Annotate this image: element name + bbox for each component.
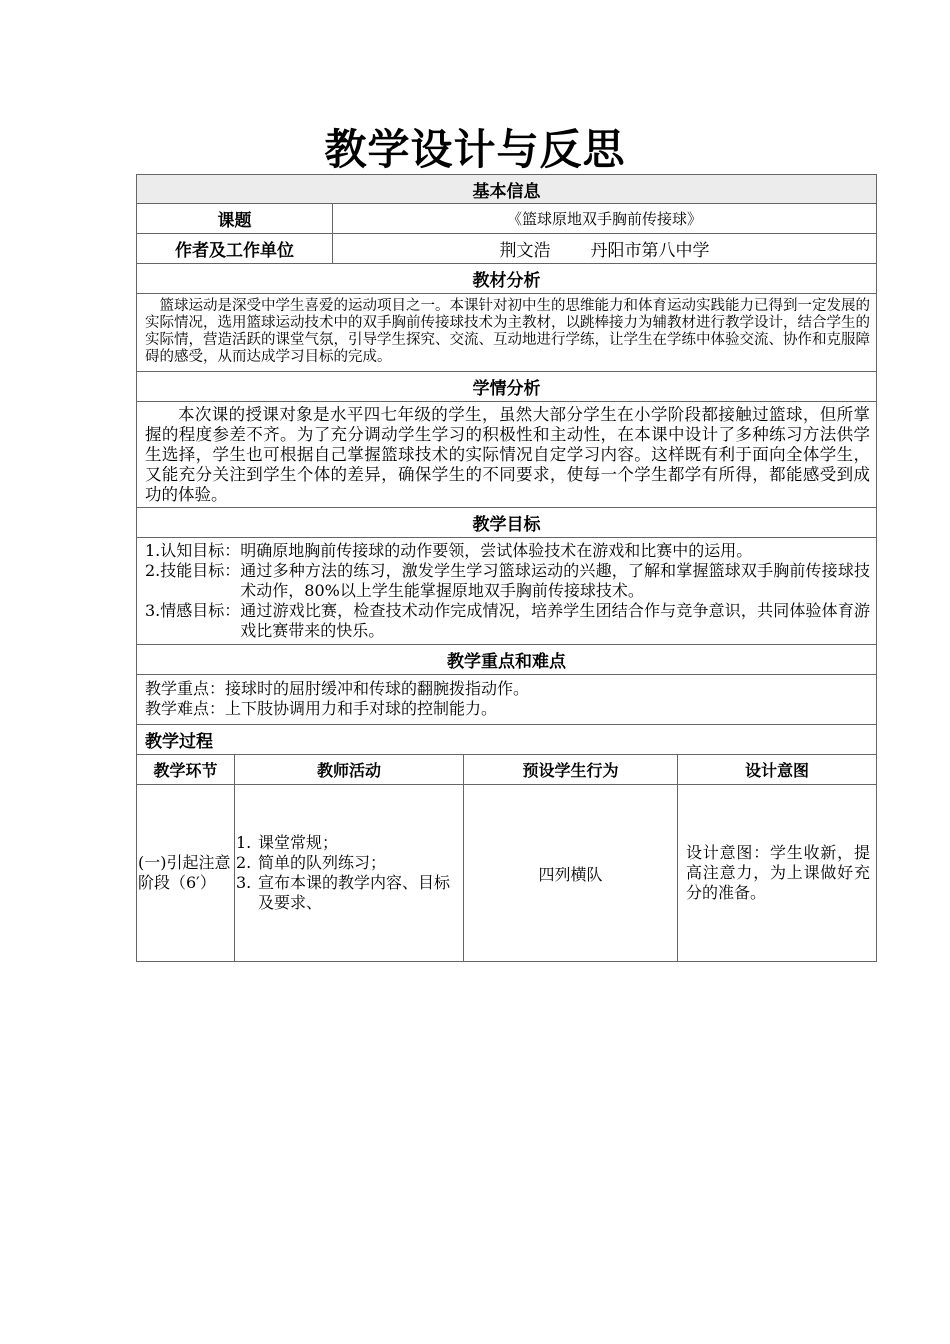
- author-row: [136, 234, 877, 264]
- author-name: 荆文浩: [499, 241, 551, 261]
- author-label: 作者及工作单位: [175, 241, 294, 261]
- objectives-body-row: [136, 538, 877, 645]
- keypoints-body-row: [136, 675, 877, 725]
- topic-value: 《篮球原地双手胸前传接球》: [332, 204, 876, 233]
- keypoints-header-row: [136, 645, 877, 675]
- student-header-row: [136, 372, 877, 402]
- objective-label: 3.情感目标：: [145, 601, 241, 620]
- basic-info-header-row: [136, 174, 877, 204]
- process-header-row: [136, 725, 877, 755]
- key-points-body: [137, 675, 876, 724]
- student-body-row: [136, 402, 877, 508]
- teacher-activity: [234, 785, 463, 961]
- student-analysis-heading: 学情分析: [472, 379, 541, 399]
- column-header-student: 预设学生行为: [463, 755, 677, 784]
- author-value: [332, 234, 876, 263]
- objectives-list: [137, 538, 876, 644]
- design-intent: 设计意图：学生收新，提高注意力，为上课做好充分的准备。: [677, 785, 876, 961]
- objective-item-cognitive: [145, 541, 870, 561]
- author-unit: 丹阳市第八中学: [590, 241, 710, 261]
- objective-text: 明确原地胸前传接球的动作要领，尝试体验技术在游戏和比赛中的运用。: [240, 541, 753, 560]
- objective-item-emotion: [145, 601, 870, 641]
- teacher-activity-list: [236, 833, 463, 913]
- list-item: 2. 简单的队列练习；: [236, 853, 387, 872]
- basic-info-heading: 基本信息: [137, 175, 876, 203]
- page-title: 教学设计与反思: [324, 125, 626, 174]
- topic-label: 课题: [217, 211, 252, 231]
- process-row: [136, 785, 877, 962]
- key-points-heading: 教学重点和难点: [447, 652, 566, 672]
- objectives-header-row: [136, 508, 877, 538]
- column-header-intent: 设计意图: [677, 755, 876, 784]
- material-analysis-heading: 教材分析: [472, 271, 541, 291]
- objective-label: 1.认知目标：: [145, 541, 241, 560]
- objective-label: 2.技能目标：: [145, 561, 241, 580]
- material-header-row: [136, 264, 877, 294]
- objectives-heading: 教学目标: [472, 515, 541, 535]
- student-behavior: 四列横队: [463, 785, 677, 961]
- process-stage: (一)引起注意阶段（6′）: [138, 853, 231, 892]
- column-header-teacher: 教师活动: [234, 755, 463, 784]
- process-columns-row: [136, 755, 877, 785]
- list-item: 3. 宣布本课的教学内容、目标及要求、: [236, 873, 451, 912]
- objective-text: 通过多种方法的练习，激发学生学习篮球运动的兴趣，了解和掌握篮球双手胸前传接球技术动作，80%以上学生能掌握原地双手胸前传接球技术。: [240, 561, 870, 600]
- material-analysis-text: 篮球运动是深受中学生喜爱的运动项目之一。本课针对初中生的思维能力和体育运动实践能力已得到一定发展的实际情况，选用篮球运动技术中的双手胸前传接球技术为主教材，以跳棒接力为辅教材进行教学设计，结合学生的实际情，营造活跃的课堂气氛，引导学生探究、交流、互动地进行学练，让学生在学练中体验交流、协作和克服障碍的感受，从而达成学习目标的完成。: [145, 298, 870, 365]
- process-heading: 教学过程: [145, 732, 213, 752]
- teaching-focus: 教学重点：接球时的屈肘缓冲和传球的翻腕拨指动作。: [145, 679, 530, 698]
- topic-row: [136, 204, 877, 234]
- teaching-difficulty: 教学难点：上下肢协调用力和手对球的控制能力。: [145, 699, 498, 718]
- objective-text: 通过游戏比赛，检查技术动作完成情况，培养学生团结合作与竞争意识，共同体验体育游戏比赛带来的快乐。: [240, 601, 870, 640]
- list-item: 1. 课堂常规；: [236, 833, 339, 852]
- column-header-stage: 教学环节: [153, 761, 218, 780]
- student-analysis-text: 本次课的授课对象是水平四七年级的学生，虽然大部分学生在小学阶段都接触过篮球，但所掌握的程度参差不齐。为了充分调动学生学习的积极性和主动性，在本课中设计了多种练习方法供学生选择，学生也可根据自己掌握篮球技术的实际情况自定学习内容。这样既有利于面向全体学生，又能充分关注到学生个体的差异，确保学生的不同要求，使每一个学生都学有所得，都能感受到成功的体验。: [145, 405, 870, 504]
- lesson-plan-table: [136, 174, 877, 962]
- material-body-row: [136, 294, 877, 372]
- objective-item-skill: [145, 561, 870, 601]
